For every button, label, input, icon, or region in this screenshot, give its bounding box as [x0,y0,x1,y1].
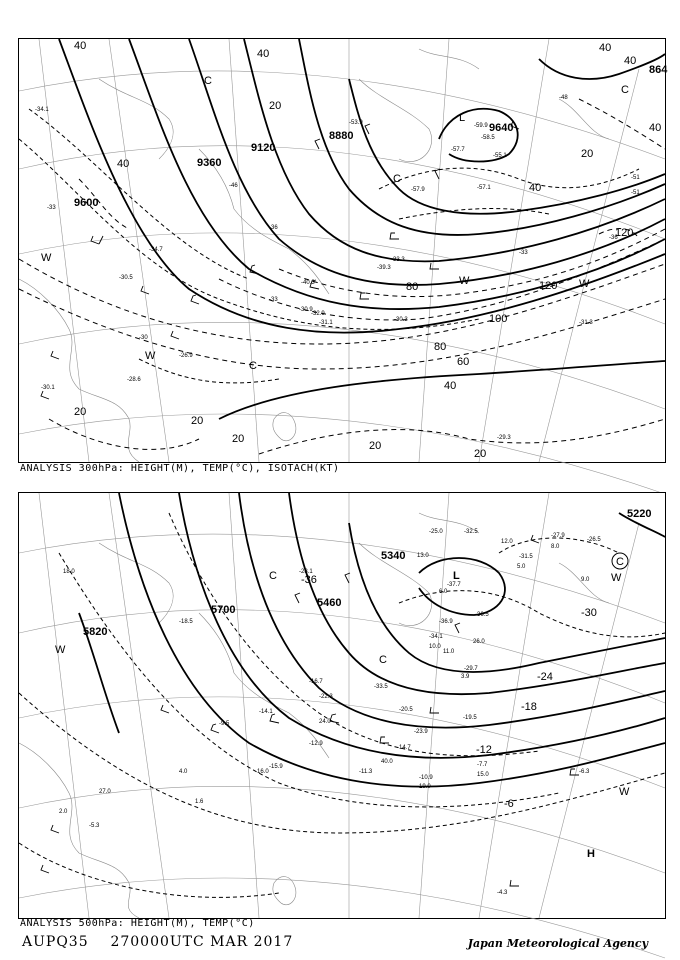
height-label: 9120 [251,142,276,154]
dewpoint-label: 8.0 [551,544,560,550]
temp-label: -18.5 [179,619,193,625]
valid-time: 270000UTC MAR 2017 [110,934,294,950]
isotach-label: 80 [434,341,447,353]
chart-id-code: AUPQ35 [22,934,89,950]
temp-label: -34.1 [429,634,443,640]
temp-label: -30.5 [119,275,133,281]
analysis-300hpa-map [18,38,666,463]
temp-label: -11.3 [359,769,373,775]
isotach-label: 40 [117,158,130,170]
isotach-label: 40 [649,122,662,134]
caption-500hpa: ANALYSIS 500hPa: HEIGHT(M), TEMP(°C) [20,918,255,929]
temp-label: -31.5 [519,554,533,560]
isotach-label: 20 [269,100,282,112]
dewpoint-label: 27.0 [99,789,111,795]
dewpoint-label: 3.9 [461,674,470,680]
warm-center-label: W [55,644,66,656]
isotach-label: 120 [615,227,634,239]
height-label: 5340 [381,550,406,562]
temp-label: -14.1 [259,709,273,715]
temp-label: -6.3 [579,769,590,775]
height-label: 5220 [627,508,652,520]
isotherm-label: -33 [519,250,528,256]
isotach-label: 40 [624,55,637,67]
dewpoint-label: 15.0 [477,772,489,778]
wind-barbs [41,535,579,886]
isotach-label: 80 [406,281,419,293]
temp-label: -37.7 [447,582,461,588]
cold-center-label: C [621,84,629,96]
temp-label: -59.9 [474,123,488,129]
temp-label: -15.9 [269,764,283,770]
dewpoint-label: 6.0 [439,589,448,595]
temp-label: -39.3 [377,265,391,271]
temp-label: -28.1 [299,569,313,575]
low-center-label: L [453,570,460,582]
temp-label: -40.3 [301,280,315,286]
isotach-label: 100 [489,313,508,325]
isotach-label: 20 [74,406,87,418]
height-labels [83,508,651,638]
height-label: 5460 [317,597,342,609]
height-label: 5820 [83,626,108,638]
isotherm-label: -48 [559,95,568,101]
temp-label: -26.5 [587,537,601,543]
analysis-500hpa-map [18,492,666,919]
chart-id-line [22,934,293,950]
warm-center-label: W [579,278,590,290]
dewpoint-label: 26.0 [473,639,485,645]
isotherm-label: -36 [609,235,618,241]
dewpoint-label: 10.0 [429,644,441,650]
dewpoint-label: 9.0 [581,577,590,583]
height-label: 9360 [197,157,222,169]
isotherm-label: -24 [537,671,553,683]
temp-label: -29.7 [464,666,478,672]
high-center-label: H [587,848,595,860]
isotherm-contours [19,109,639,383]
isotach-label: 20 [581,148,594,160]
isotherm-label: -36 [301,574,317,586]
isotherm-label: -12 [476,744,492,756]
temp-label: -16.7 [309,679,323,685]
isotach-label: 40 [444,380,457,392]
dewpoint-label: 4.0 [179,769,188,775]
isotherm-label: -51 [631,190,640,196]
cold-center-label: C [249,360,257,372]
temp-label: -32.5 [464,529,478,535]
isotach-label: 60 [457,356,470,368]
temp-label: -10.9 [419,775,433,781]
isotherm-labels [301,574,597,810]
temp-label: -51 [631,175,640,181]
warm-center-label: W [611,572,622,584]
height-label: 8880 [329,130,354,142]
temp-label: -31.3 [579,320,593,326]
low-center-label: L [459,112,466,124]
dewpoint-label: 19.0 [419,784,431,790]
dewpoint-label: 18.0 [63,569,75,575]
temp-label: -28.6 [127,377,141,383]
dewpoint-label: 13.0 [417,553,429,559]
temp-label: -20.5 [399,707,413,713]
height-label: 9600 [74,197,99,209]
temp-label: -53.9 [349,120,363,126]
dewpoint-label: 11.0 [443,649,455,655]
temp-label: -34.7 [149,247,163,253]
temp-label: -57.9 [411,187,425,193]
temp-label: -58.5 [481,135,495,141]
temp-label: -34.1 [35,107,49,113]
temp-label: -33.3 [391,257,405,263]
dewpoint-label: 5.0 [517,564,526,570]
temp-label: -27.9 [551,533,565,539]
height-label: 864 [649,64,668,76]
isotherm-label: -33 [47,205,56,211]
dewpoint-label: 1.6 [195,799,204,805]
temp-label: -55.1 [493,153,507,159]
map-500-svg [19,493,665,918]
height-label: 5700 [211,604,236,616]
temp-label: -25.0 [429,529,443,535]
agency-name: Japan Meteorological Agency [467,937,648,950]
temp-label: -12.9 [309,741,323,747]
temp-label: -7.7 [477,762,488,768]
warm-center-label: W [145,350,156,362]
dewpoint-label: 2.0 [59,809,68,815]
pressure-centers [55,553,630,860]
temp-label: -30.3 [394,317,408,323]
temp-label: -30.9 [299,307,313,313]
height-contours [79,493,665,787]
isotach-label: 20 [369,440,382,452]
temp-label: -57.1 [477,185,491,191]
temp-label: -4.3 [497,890,508,896]
temp-label: -36.5 [475,612,489,618]
temp-label: -33.5 [374,684,388,690]
temp-label: -31.1 [319,320,333,326]
temp-label: -36.9 [439,619,453,625]
graticule [19,39,665,494]
isotherm-label: -30 [139,335,148,341]
isotach-label: 40 [74,40,87,52]
temp-label: -9.5 [219,721,230,727]
isotach-label: 20 [191,415,204,427]
temp-label: -14.7 [397,745,411,751]
temp-label: -19.5 [463,715,477,721]
isotach-label: 40 [529,182,542,194]
dewpoint-label: 16.0 [257,769,269,775]
isotherm-label: -30 [581,607,597,619]
temp-label: -36 [269,225,278,231]
cold-center-label: C [269,570,277,582]
isotherm-label: -6 [504,798,514,810]
temp-label: -26.9 [179,353,193,359]
temp-label: -33 [269,297,278,303]
isotach-label: 40 [599,42,612,54]
pressure-centers [41,75,629,372]
cold-center-label: C [379,654,387,666]
height-contours [59,39,665,419]
isotherm-label: -18 [521,701,537,713]
dewpoint-label: 24.0 [319,719,331,725]
dewpoint-label: 40.0 [381,759,393,765]
map-300-svg [19,39,668,462]
cold-center-label: C [616,556,624,568]
warm-center-label: W [41,252,52,264]
temp-label: -30.1 [41,385,55,391]
temp-label: -29.3 [497,435,511,441]
warm-center-label: W [459,275,470,287]
isotach-label: 20 [232,433,245,445]
temp-label: -22.3 [319,694,333,700]
dewpoint-label: 12.0 [501,539,513,545]
cold-center-label: C [393,173,401,185]
height-label: 9640 [489,122,514,134]
temp-label: -32.9 [311,311,325,317]
temp-label: -5.3 [89,823,100,829]
temp-label: -46 [229,183,238,189]
isotach-label: 120 [539,280,558,292]
warm-center-label: W [619,786,630,798]
isotach-label: 40 [257,48,270,60]
isotach-label: 20 [474,448,487,460]
caption-300hpa: ANALYSIS 300hPa: HEIGHT(M), TEMP(°C), ISOTACH(KT) [20,463,340,474]
temp-label: -57.7 [451,147,465,153]
cold-center-label: C [204,75,212,87]
temp-label: -23.9 [414,729,428,735]
